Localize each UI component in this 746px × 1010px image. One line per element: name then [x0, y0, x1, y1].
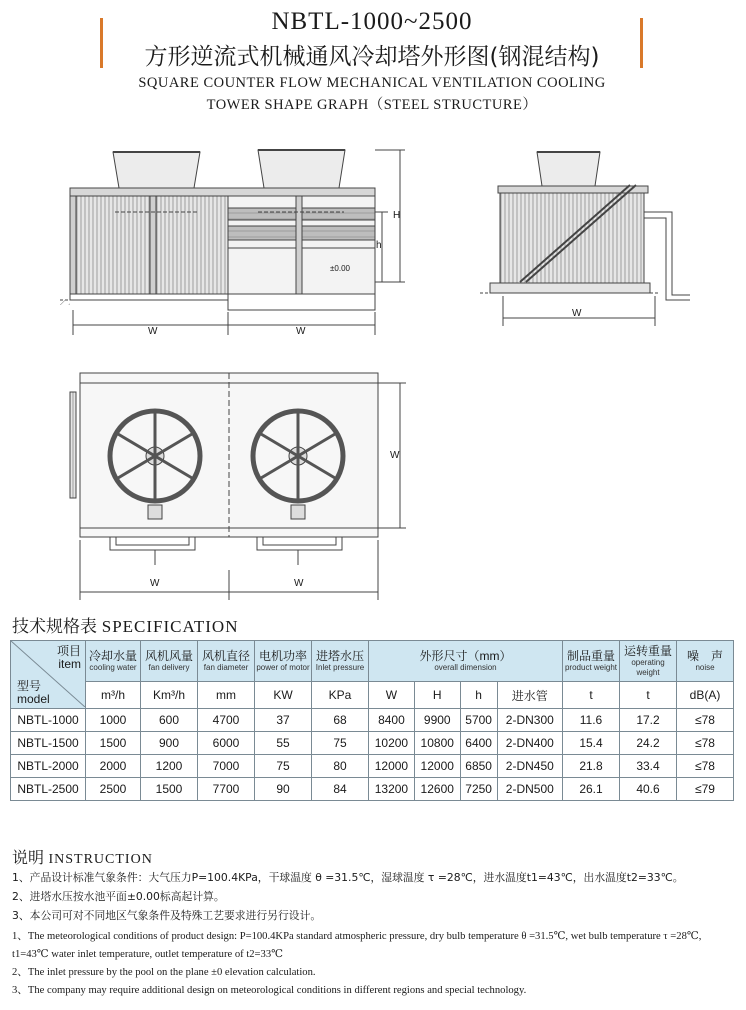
cell: 26.1	[563, 778, 620, 801]
cell: 10800	[414, 732, 460, 755]
cell: ≤78	[677, 732, 734, 755]
plan-width-label-left: W	[150, 578, 160, 589]
note-en-2: 2、The inlet pressure by the pool on the plane ±0 elevation calculation.	[12, 967, 316, 978]
table-row	[11, 709, 734, 732]
cell: 10200	[369, 732, 415, 755]
instruction-heading	[12, 845, 153, 868]
table-row	[11, 755, 734, 778]
dim-sub-inlet-pipe: 进水管	[497, 682, 562, 709]
cell: 24.2	[620, 732, 677, 755]
cell: 40.6	[620, 778, 677, 801]
note-en-3: 3、The company may require additional design on meteorological conditions in different regions and special technology.	[12, 985, 527, 996]
cell: 13200	[369, 778, 415, 801]
cell: 1200	[141, 755, 198, 778]
cell: 600	[141, 709, 198, 732]
unit-cell: Km³/h	[141, 682, 198, 709]
unit-cell: t	[563, 682, 620, 709]
cell: 1500	[141, 778, 198, 801]
cell: 2000	[86, 755, 141, 778]
note-cn-3: 3、本公司可对不同地区气象条件及特殊工艺要求进行另行设计。	[12, 909, 322, 922]
col-fan-delivery: 风机风量 fan delivery	[141, 641, 198, 682]
model-cell: NBTL-1500	[11, 732, 86, 755]
plan-depth-label: W	[390, 450, 400, 461]
cell: 2-DN500	[497, 778, 562, 801]
note-en-1: 1、The meteorological conditions of product design: P=100.4KPa standard atmospheric pressure, dry bulb temperature θ =31.5℃, wet bulb temperature τ =28℃, t1=43℃ water inlet temperature, outlet temperature of t2=33℃	[12, 931, 702, 960]
cell: 12000	[369, 755, 415, 778]
elevation-label: ±0.00	[330, 264, 350, 273]
unit-cell: KPa	[312, 682, 369, 709]
plan-width-label-right: W	[294, 578, 304, 589]
unit-row	[11, 682, 734, 709]
cell: 84	[312, 778, 369, 801]
height-h-label: h	[376, 240, 382, 251]
english-title-line-2: TOWER SHAPE GRAPH（STEEL STRUCTURE）	[206, 97, 538, 113]
cell: 6400	[460, 732, 497, 755]
corner-cell	[11, 641, 86, 709]
cell: 75	[312, 732, 369, 755]
note-cn-2: 2、进塔水压按水池平面±0.00标高起计算。	[12, 890, 225, 903]
cell: 21.8	[563, 755, 620, 778]
model-cell: NBTL-2000	[11, 755, 86, 778]
cell: 37	[255, 709, 312, 732]
cell: 2-DN300	[497, 709, 562, 732]
corner-model-en: model	[17, 692, 50, 706]
unit-cell: dB(A)	[677, 682, 734, 709]
cell: 6000	[198, 732, 255, 755]
english-title-line-1: SQUARE COUNTER FLOW MECHANICAL VENTILATION COOLING	[138, 75, 606, 91]
dim-sub-W: W	[369, 682, 415, 709]
cell: 17.2	[620, 709, 677, 732]
cell: 68	[312, 709, 369, 732]
col-fan-diameter: 风机直径 fan diameter	[198, 641, 255, 682]
cell: ≤78	[677, 709, 734, 732]
cell: 1500	[86, 732, 141, 755]
corner-item-en: item	[58, 657, 81, 671]
cell: 1000	[86, 709, 141, 732]
cell: 90	[255, 778, 312, 801]
note-cn-1: 1、产品设计标准气象条件：大气压力P=100.4KPa，干球温度 θ =31.5℃，湿球温度 τ =28℃，进水温度t1=43℃，出水温度t2=33℃。	[12, 871, 684, 884]
side-width-label: W	[572, 308, 582, 319]
cell: 2-DN400	[497, 732, 562, 755]
col-motor-power: 电机功率 power of motor	[255, 641, 312, 682]
cell: 12600	[414, 778, 460, 801]
unit-cell: m³/h	[86, 682, 141, 709]
side-elevation	[480, 152, 690, 326]
front-width-label-left: W	[148, 326, 158, 337]
spec-heading-cn: 技术规格表	[12, 617, 97, 636]
cell: 75	[255, 755, 312, 778]
front-width-label-right: W	[296, 326, 306, 337]
unit-cell: mm	[198, 682, 255, 709]
plan-view	[70, 373, 406, 600]
unit-cell: KW	[255, 682, 312, 709]
table-row	[11, 732, 734, 755]
model-cell: NBTL-1000	[11, 709, 86, 732]
cell: 15.4	[563, 732, 620, 755]
dim-sub-h: h	[460, 682, 497, 709]
cell: 55	[255, 732, 312, 755]
cell: 12000	[414, 755, 460, 778]
front-elevation	[60, 150, 405, 335]
corner-item-cn: 项目	[56, 644, 81, 658]
col-noise: 噪 声 noise	[677, 641, 734, 682]
cell: 2-DN450	[497, 755, 562, 778]
chinese-title: 方形逆流式机械通风冷却塔外形图(钢混结构)	[144, 44, 600, 70]
model-cell: NBTL-2500	[11, 778, 86, 801]
dim-sub-H: H	[414, 682, 460, 709]
model-range-title: NBTL-1000~2500	[271, 8, 473, 35]
instruction-heading-en: INSTRUCTION	[48, 852, 153, 867]
cell: 5700	[460, 709, 497, 732]
col-inlet-pressure: 进塔水压 Inlet pressure	[312, 641, 369, 682]
height-H-label: H	[393, 210, 401, 221]
cell: ≤78	[677, 755, 734, 778]
col-operating-weight: 运转重量 operating weight	[620, 641, 677, 682]
cell: 80	[312, 755, 369, 778]
cell: 6850	[460, 755, 497, 778]
cell: 2500	[86, 778, 141, 801]
spec-heading-en: SPECIFICATION	[101, 617, 239, 636]
table-row	[11, 778, 734, 801]
cell: ≤79	[677, 778, 734, 801]
cell: 11.6	[563, 709, 620, 732]
corner-model-cn: 型号	[17, 679, 42, 693]
spec-heading	[12, 612, 238, 637]
cell: 7000	[198, 755, 255, 778]
cell: 7700	[198, 778, 255, 801]
cell: 8400	[369, 709, 415, 732]
unit-cell: t	[620, 682, 677, 709]
col-product-weight: 制品重量 product weight	[563, 641, 620, 682]
col-cooling-water: 冷却水量 cooling water	[86, 641, 141, 682]
cell: 33.4	[620, 755, 677, 778]
cell: 4700	[198, 709, 255, 732]
cell: 7250	[460, 778, 497, 801]
spec-table	[10, 640, 734, 801]
cell: 900	[141, 732, 198, 755]
instruction-heading-cn: 说明	[12, 850, 45, 867]
cell: 9900	[414, 709, 460, 732]
col-overall-dimension: 外形尺寸（mm） overall dimension	[369, 641, 563, 682]
